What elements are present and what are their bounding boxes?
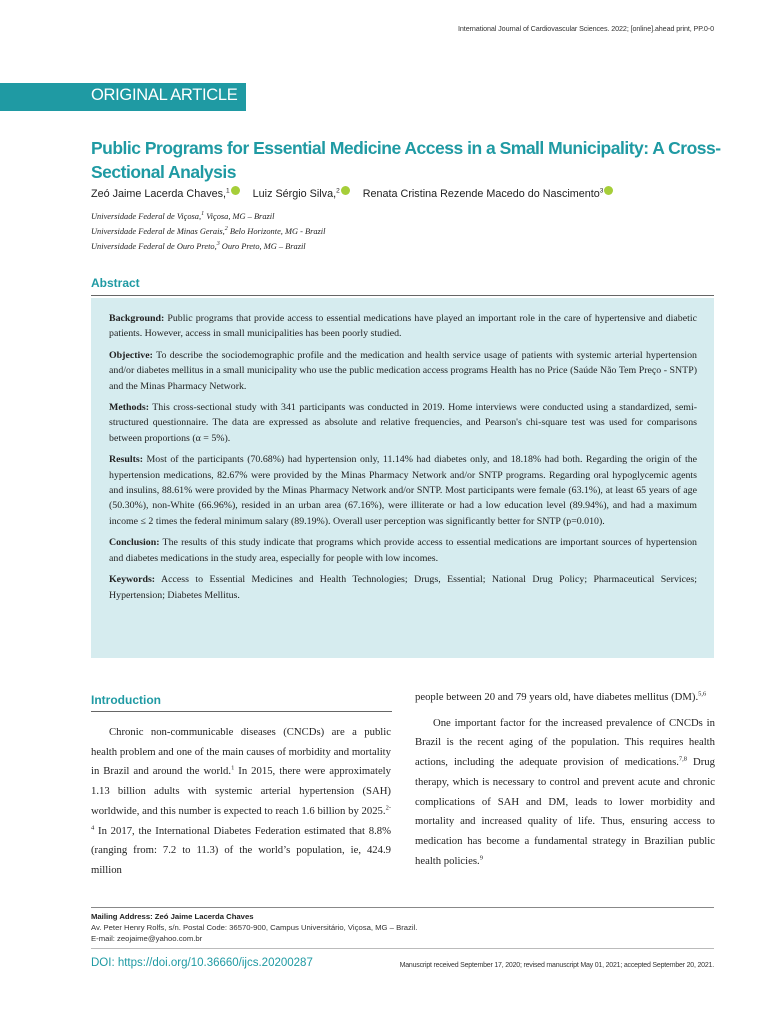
mailing-email[interactable]: E-mail: zeojaime@yahoo.com.br xyxy=(91,934,203,943)
background-label: Background: xyxy=(109,313,165,324)
abstract-methods xyxy=(109,400,697,446)
intro-p1-cont-text: people between 20 and 79 years old, have diabetes mellitus (DM). xyxy=(415,691,699,703)
affiliation-2 xyxy=(91,223,325,238)
abstract-heading: Abstract xyxy=(91,276,140,290)
article-title: Public Programs for Essential Medicine Access in a Small Municipality: A Cross-Sectional Analysis xyxy=(91,138,721,182)
affiliation-2-org: Universidade Federal de Minas Gerais, xyxy=(91,226,225,236)
abstract-divider xyxy=(91,295,714,296)
author-1-affil: 1 xyxy=(226,187,230,195)
manuscript-dates: Manuscript received September 17, 2020; revised manuscript May 01, 2021; accepted September 20, 2021. xyxy=(399,962,714,969)
results-text: Most of the participants (70.68%) had hypertension only, 11.14% had diabetes only, and 18.18% had both. Regarding the origin of the hypertension medications, 82.67% were provided by the Minas Pharmacy Network and/or SNTP programs. Regarding oral hypoglycemic agents and insulins, 88.61% were provided by the Minas Pharmacy Network and/or SNTP. Most participants were female (63.1%), at least 65 years of age (50.30%), non-White (66.96%), resided in an urban area (67.16%), were illiterate or had a low education level (89.94%), and had a maximum income ≤ 2 times the federal minimum salary (89.19%). Overall user perception was significantly better for SNTP (p=0.010). xyxy=(109,454,698,527)
introduction-right-column xyxy=(415,688,715,871)
abstract-background xyxy=(109,311,697,342)
abstract-content xyxy=(109,311,697,609)
keywords-text: Access to Essential Medicines and Health Technologies; Drugs, Essential; National Drug Policy; Pharmaceutical Services; Hypertension; Diabetes Mellitus. xyxy=(109,574,697,601)
section-label: ORIGINAL ARTICLE xyxy=(91,86,238,104)
citation[interactable]: 2-4 xyxy=(91,804,391,831)
affiliation-3 xyxy=(91,238,325,253)
intro-p1-text-c: In 2017, the International Diabetes Federation estimated that 8.8% (ranging from: 7.2 to 11.3) of the world’s population, ie, 424.9 million xyxy=(91,824,391,876)
abstract-keywords xyxy=(109,572,697,603)
affiliation-2-num: 2 xyxy=(224,225,228,232)
objective-text: To describe the sociodemographic profile and the medication and health service usage of patients with systemic arterial hypertension and/or diabetes mellitus in a small municipality who use the public medication access programs Health has no Price (Saúde Não Tem Preço - SNTP) and the Minas Pharmacy Network. xyxy=(109,349,697,392)
citation[interactable]: 5,6 xyxy=(698,690,707,698)
mailing-name: Zeó Jaime Lacerda Chaves xyxy=(154,912,254,921)
introduction-divider xyxy=(91,711,392,712)
mailing-header xyxy=(91,911,417,922)
conclusion-text: The results of this study indicate that programs which provide access to essential medications are important sources of hypertension and diabetes medications in the study area, especially for people with low incomes. xyxy=(109,537,697,564)
affiliation-3-place: Ouro Preto, MG – Brazil xyxy=(219,241,306,251)
mailing-label: Mailing Address: xyxy=(91,912,153,921)
orcid-icon[interactable] xyxy=(231,186,240,195)
doi-link[interactable]: DOI: https://doi.org/10.36660/ijcs.20200287 xyxy=(91,957,313,969)
author-3 xyxy=(363,188,614,200)
conclusion-label: Conclusion: xyxy=(109,537,160,549)
introduction-heading: Introduction xyxy=(91,693,161,707)
intro-paragraph-1 xyxy=(91,723,391,881)
introduction-left-column xyxy=(91,723,391,881)
intro-p1-text-b: In 2015, there were approximately 1.13 billion adults with systemic arterial hypertension (SAH) worldwide, and this number is expected to reach 1.6 billion by 2025. xyxy=(91,765,391,817)
keywords-label: Keywords: xyxy=(109,574,156,586)
author-1-name: Zeó Jaime Lacerda Chaves, xyxy=(91,188,227,200)
citation[interactable]: 7,8 xyxy=(678,755,688,763)
author-list xyxy=(91,186,731,200)
intro-paragraph-2 xyxy=(415,714,715,872)
intro-paragraph-1-cont xyxy=(415,688,715,708)
abstract-results xyxy=(109,452,697,529)
author-1 xyxy=(91,188,240,200)
background-text: Public programs that provide access to essential medications have played an important role in the care of hypertensive and diabetic patients. However, access in small municipalities has been poorly studied. xyxy=(109,313,698,340)
methods-label: Methods: xyxy=(109,402,150,414)
affiliation-1-place: Viçosa, MG – Brazil xyxy=(204,211,275,221)
intro-p1-text-a: Chronic non-communicable diseases (CNCDs) are a public health problem and one of the main causes of morbidity and mortality in Brazil and around the world. xyxy=(91,726,391,778)
author-3-name: Renata Cristina Rezende Macedo do Nascimento xyxy=(362,188,600,200)
objective-label: Objective: xyxy=(109,349,153,361)
orcid-icon[interactable] xyxy=(604,186,613,195)
abstract-conclusion xyxy=(109,535,697,566)
citation[interactable]: 1 xyxy=(231,764,235,772)
results-label: Results: xyxy=(109,454,144,466)
author-2-affil: 2 xyxy=(336,187,340,195)
abstract-objective xyxy=(109,348,697,394)
orcid-icon[interactable] xyxy=(341,186,350,195)
affiliation-1 xyxy=(91,208,325,223)
author-2-name: Luiz Sérgio Silva, xyxy=(252,188,337,200)
affiliation-1-num: 1 xyxy=(201,211,205,217)
mailing-street: Av. Peter Henry Rolfs, s/n. Postal Code: 36570-900, Campus Universitário, Viçosa, MG – Brazil. xyxy=(91,923,418,932)
affiliation-1-org: Universidade Federal de Viçosa, xyxy=(91,211,202,221)
affiliation-2-place: Belo Horizonte, MG - Brazil xyxy=(227,226,326,236)
citation[interactable]: 9 xyxy=(479,854,483,862)
intro-p2-text-b: Drug therapy, which is necessary to control and prevent acute and chronic complications of SAH and DM, leads to lower morbidity and mortality and increased quality of life. Thus, ensuring access to medication has become a fundamental strategy in Brazilian public health policies. xyxy=(415,756,715,867)
methods-text: This cross-sectional study with 341 participants was conducted in 2019. Home interviews were conducted using a standardized, semi-structured questionnaire. The data are expressed as absolute and relative frequencies, and Pearson's chi-square test was used for comparisons between proportions (α = 5%). xyxy=(109,402,697,444)
journal-header: International Journal of Cardiovascular Sciences. 2022; [online].ahead print, PP.0-0 xyxy=(458,24,714,33)
affiliation-3-num: 3 xyxy=(216,240,220,247)
mailing-address xyxy=(91,911,417,944)
footer-divider xyxy=(91,907,714,908)
footer-divider-2 xyxy=(91,948,714,949)
author-2 xyxy=(253,188,350,200)
intro-p2-text-a: One important factor for the increased prevalence of CNCDs in Brazil is the recent aging of the population. This requires health actions, including the adequate provision of medications. xyxy=(415,716,715,769)
affiliations xyxy=(91,208,325,252)
author-3-affil: 3 xyxy=(599,187,604,195)
affiliation-3-org: Universidade Federal de Ouro Preto, xyxy=(91,241,217,251)
